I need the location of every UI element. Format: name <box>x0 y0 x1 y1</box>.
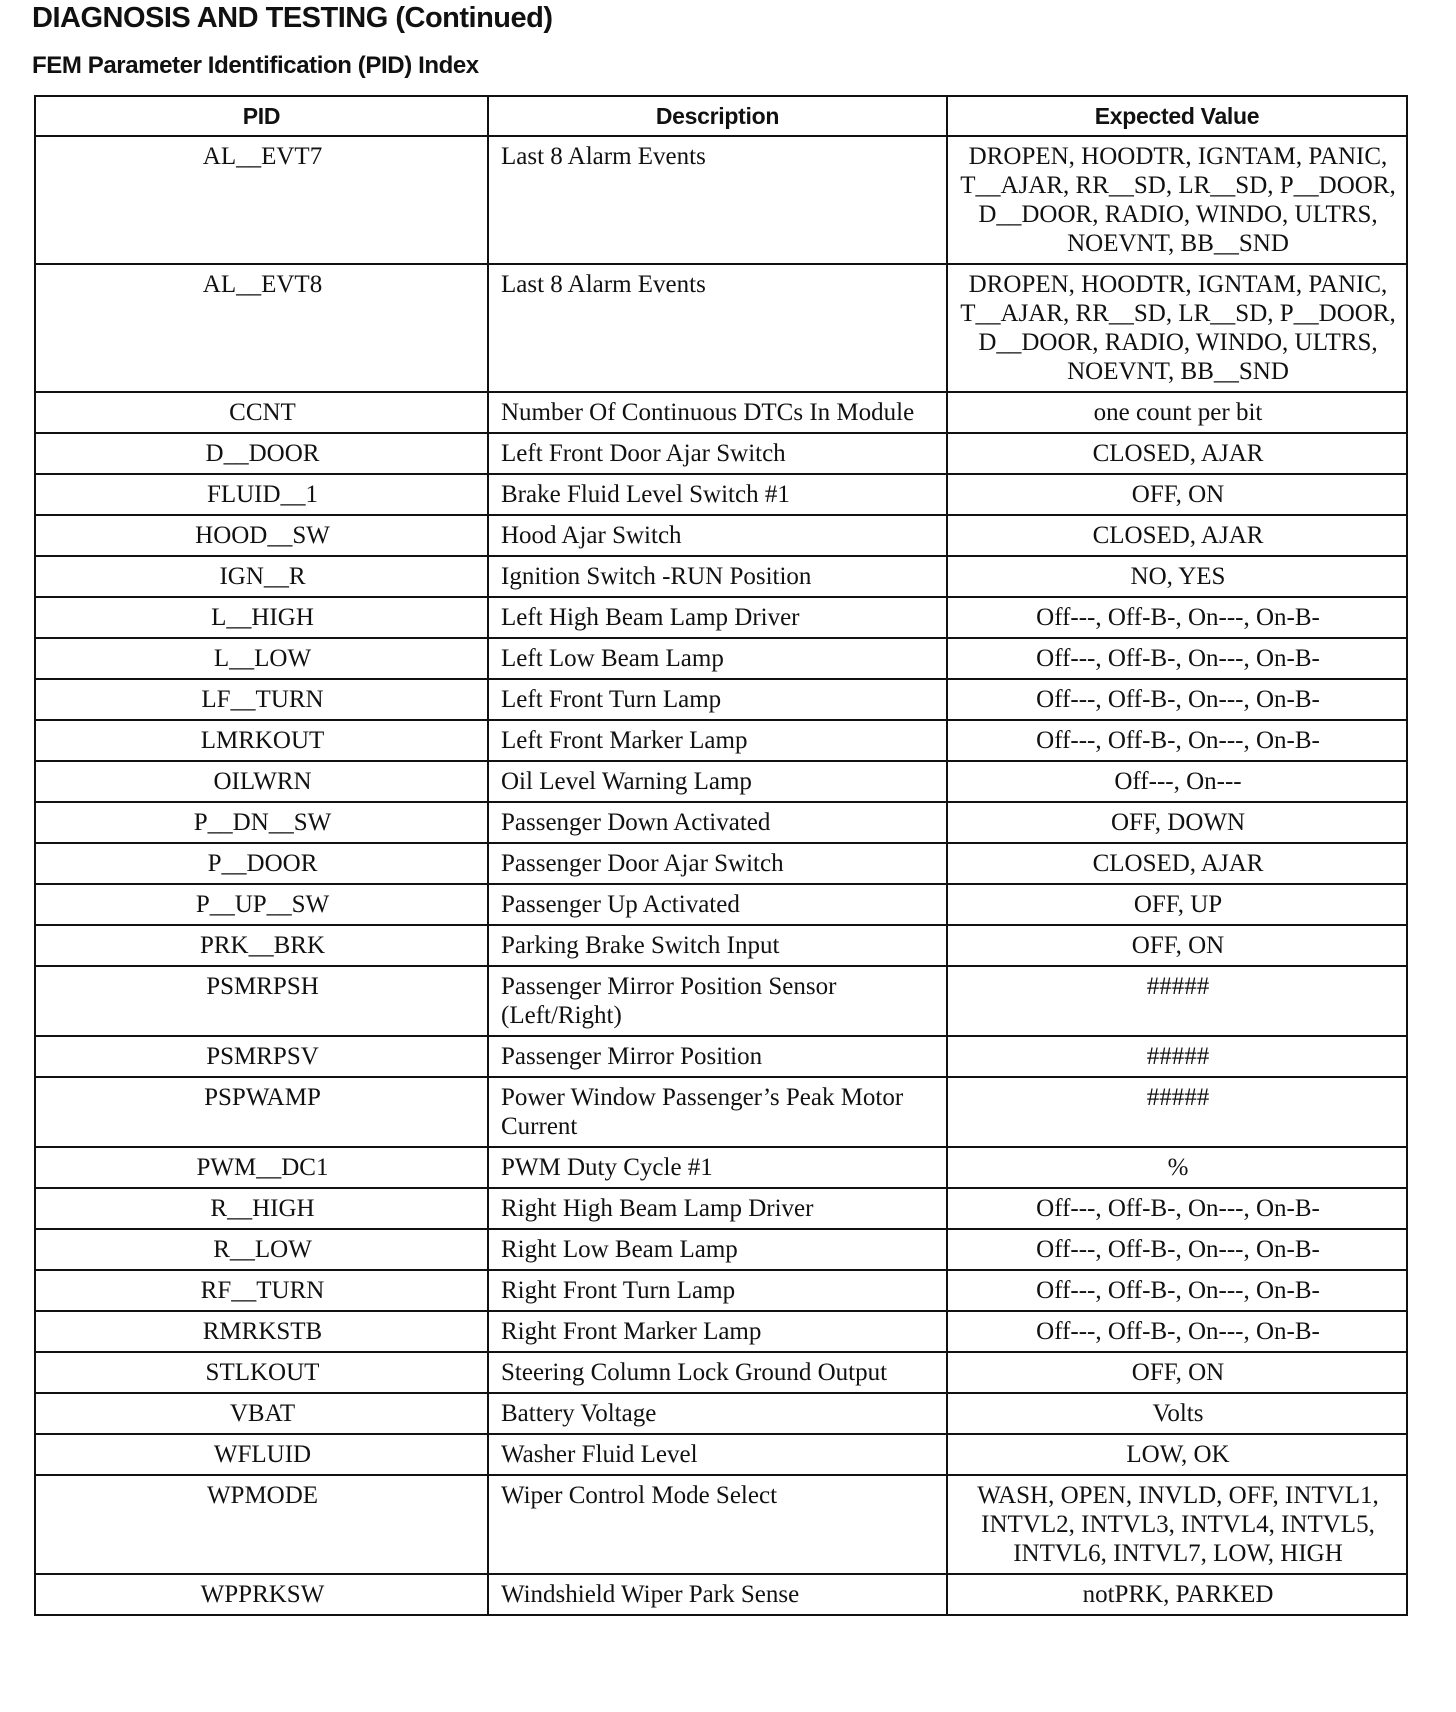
expected-value-cell: OFF, ON <box>947 1352 1407 1393</box>
table-title: FEM Parameter Identification (PID) Index <box>32 52 479 79</box>
description-cell: Ignition Switch -RUN Position <box>488 556 947 597</box>
header-expected-value: Expected Value <box>947 96 1407 136</box>
table-row <box>35 1147 1407 1188</box>
expected-value-cell: WASH, OPEN, INVLD, OFF, INTVL1, INTVL2, INTVL3, INTVL4, INTVL5, INTVL6, INTVL7, LOW, HIGH <box>947 1475 1407 1574</box>
description-cell: PWM Duty Cycle #1 <box>488 1147 947 1188</box>
expected-value-cell: Volts <box>947 1393 1407 1434</box>
description-cell: Brake Fluid Level Switch #1 <box>488 474 947 515</box>
pid-cell: R__HIGH <box>35 1188 488 1229</box>
expected-value-cell: CLOSED, AJAR <box>947 515 1407 556</box>
pid-cell: D__DOOR <box>35 433 488 474</box>
table-row <box>35 392 1407 433</box>
expected-value-cell: Off---, Off-B-, On---, On-B- <box>947 638 1407 679</box>
description-cell: Number Of Continuous DTCs In Module <box>488 392 947 433</box>
expected-value-cell: Off---, Off-B-, On---, On-B- <box>947 597 1407 638</box>
table-row <box>35 1270 1407 1311</box>
description-cell: Right Front Marker Lamp <box>488 1311 947 1352</box>
pid-cell: CCNT <box>35 392 488 433</box>
table-row <box>35 474 1407 515</box>
description-cell: Left Front Marker Lamp <box>488 720 947 761</box>
pid-cell: AL__EVT7 <box>35 136 488 264</box>
description-cell: Parking Brake Switch Input <box>488 925 947 966</box>
table-row <box>35 925 1407 966</box>
expected-value-cell: CLOSED, AJAR <box>947 433 1407 474</box>
pid-index-table <box>34 95 1408 1616</box>
expected-value-cell: ##### <box>947 1036 1407 1077</box>
description-cell: Last 8 Alarm Events <box>488 136 947 264</box>
expected-value-cell: ##### <box>947 966 1407 1036</box>
description-cell: Windshield Wiper Park Sense <box>488 1574 947 1615</box>
pid-cell: AL__EVT8 <box>35 264 488 392</box>
expected-value-cell: OFF, UP <box>947 884 1407 925</box>
description-cell: Passenger Mirror Position <box>488 1036 947 1077</box>
pid-cell: R__LOW <box>35 1229 488 1270</box>
expected-value-cell: Off---, Off-B-, On---, On-B- <box>947 1188 1407 1229</box>
table-row <box>35 1229 1407 1270</box>
expected-value-cell: Off---, On--- <box>947 761 1407 802</box>
description-cell: Right Low Beam Lamp <box>488 1229 947 1270</box>
description-cell: Passenger Up Activated <box>488 884 947 925</box>
description-cell: Power Window Passenger’s Peak Motor Current <box>488 1077 947 1147</box>
expected-value-cell: DROPEN, HOODTR, IGNTAM, PANIC, T__AJAR, RR__SD, LR__SD, P__DOOR, D__DOOR, RADIO, WINDO, ULTRS, NOEVNT, BB__SND <box>947 264 1407 392</box>
expected-value-cell: Off---, Off-B-, On---, On-B- <box>947 1229 1407 1270</box>
description-cell: Passenger Down Activated <box>488 802 947 843</box>
table-row <box>35 1036 1407 1077</box>
table-row <box>35 761 1407 802</box>
table-row <box>35 802 1407 843</box>
expected-value-cell: Off---, Off-B-, On---, On-B- <box>947 1270 1407 1311</box>
expected-value-cell: Off---, Off-B-, On---, On-B- <box>947 720 1407 761</box>
expected-value-cell: notPRK, PARKED <box>947 1574 1407 1615</box>
description-cell: Steering Column Lock Ground Output <box>488 1352 947 1393</box>
pid-cell: RMRKSTB <box>35 1311 488 1352</box>
table-row <box>35 597 1407 638</box>
pid-cell: PRK__BRK <box>35 925 488 966</box>
table-row <box>35 843 1407 884</box>
pid-cell: VBAT <box>35 1393 488 1434</box>
header-description: Description <box>488 96 947 136</box>
pid-cell: IGN__R <box>35 556 488 597</box>
expected-value-cell: CLOSED, AJAR <box>947 843 1407 884</box>
expected-value-cell: NO, YES <box>947 556 1407 597</box>
expected-value-cell: OFF, ON <box>947 925 1407 966</box>
table-row <box>35 884 1407 925</box>
table-row <box>35 638 1407 679</box>
description-cell: Last 8 Alarm Events <box>488 264 947 392</box>
table-row <box>35 1188 1407 1229</box>
expected-value-cell: OFF, ON <box>947 474 1407 515</box>
table-row <box>35 515 1407 556</box>
table-row <box>35 1311 1407 1352</box>
expected-value-cell: Off---, Off-B-, On---, On-B- <box>947 1311 1407 1352</box>
expected-value-cell: % <box>947 1147 1407 1188</box>
description-cell: Right High Beam Lamp Driver <box>488 1188 947 1229</box>
description-cell: Left High Beam Lamp Driver <box>488 597 947 638</box>
description-cell: Battery Voltage <box>488 1393 947 1434</box>
table-row <box>35 966 1407 1036</box>
pid-cell: P__DN__SW <box>35 802 488 843</box>
description-cell: Left Front Turn Lamp <box>488 679 947 720</box>
table-row <box>35 556 1407 597</box>
table-row <box>35 1393 1407 1434</box>
header-pid: PID <box>35 96 488 136</box>
pid-cell: LMRKOUT <box>35 720 488 761</box>
table-row <box>35 1475 1407 1574</box>
pid-cell: PSMRPSH <box>35 966 488 1036</box>
pid-cell: RF__TURN <box>35 1270 488 1311</box>
pid-cell: WFLUID <box>35 1434 488 1475</box>
description-cell: Left Low Beam Lamp <box>488 638 947 679</box>
table-row <box>35 433 1407 474</box>
table-row <box>35 679 1407 720</box>
table-row <box>35 1352 1407 1393</box>
table-row <box>35 720 1407 761</box>
expected-value-cell: DROPEN, HOODTR, IGNTAM, PANIC, T__AJAR, RR__SD, LR__SD, P__DOOR, D__DOOR, RADIO, WINDO, ULTRS, NOEVNT, BB__SND <box>947 136 1407 264</box>
description-cell: Passenger Door Ajar Switch <box>488 843 947 884</box>
pid-cell: PSPWAMP <box>35 1077 488 1147</box>
pid-cell: OILWRN <box>35 761 488 802</box>
expected-value-cell: one count per bit <box>947 392 1407 433</box>
description-cell: Right Front Turn Lamp <box>488 1270 947 1311</box>
table-row <box>35 264 1407 392</box>
pid-cell: WPMODE <box>35 1475 488 1574</box>
description-cell: Left Front Door Ajar Switch <box>488 433 947 474</box>
table-row <box>35 1434 1407 1475</box>
description-cell: Washer Fluid Level <box>488 1434 947 1475</box>
description-cell: Oil Level Warning Lamp <box>488 761 947 802</box>
table-row <box>35 1574 1407 1615</box>
expected-value-cell: Off---, Off-B-, On---, On-B- <box>947 679 1407 720</box>
pid-cell: P__DOOR <box>35 843 488 884</box>
pid-cell: P__UP__SW <box>35 884 488 925</box>
description-cell: Passenger Mirror Position Sensor (Left/Right) <box>488 966 947 1036</box>
pid-cell: L__LOW <box>35 638 488 679</box>
expected-value-cell: OFF, DOWN <box>947 802 1407 843</box>
description-cell: Hood Ajar Switch <box>488 515 947 556</box>
table-body <box>35 136 1407 1615</box>
pid-cell: PSMRPSV <box>35 1036 488 1077</box>
section-heading: DIAGNOSIS AND TESTING (Continued) <box>32 2 553 34</box>
pid-cell: HOOD__SW <box>35 515 488 556</box>
pid-cell: PWM__DC1 <box>35 1147 488 1188</box>
description-cell: Wiper Control Mode Select <box>488 1475 947 1574</box>
table-row <box>35 136 1407 264</box>
table-header-row <box>35 96 1407 136</box>
pid-cell: LF__TURN <box>35 679 488 720</box>
pid-cell: L__HIGH <box>35 597 488 638</box>
expected-value-cell: ##### <box>947 1077 1407 1147</box>
pid-cell: FLUID__1 <box>35 474 488 515</box>
pid-cell: WPPRKSW <box>35 1574 488 1615</box>
expected-value-cell: LOW, OK <box>947 1434 1407 1475</box>
pid-cell: STLKOUT <box>35 1352 488 1393</box>
table-row <box>35 1077 1407 1147</box>
